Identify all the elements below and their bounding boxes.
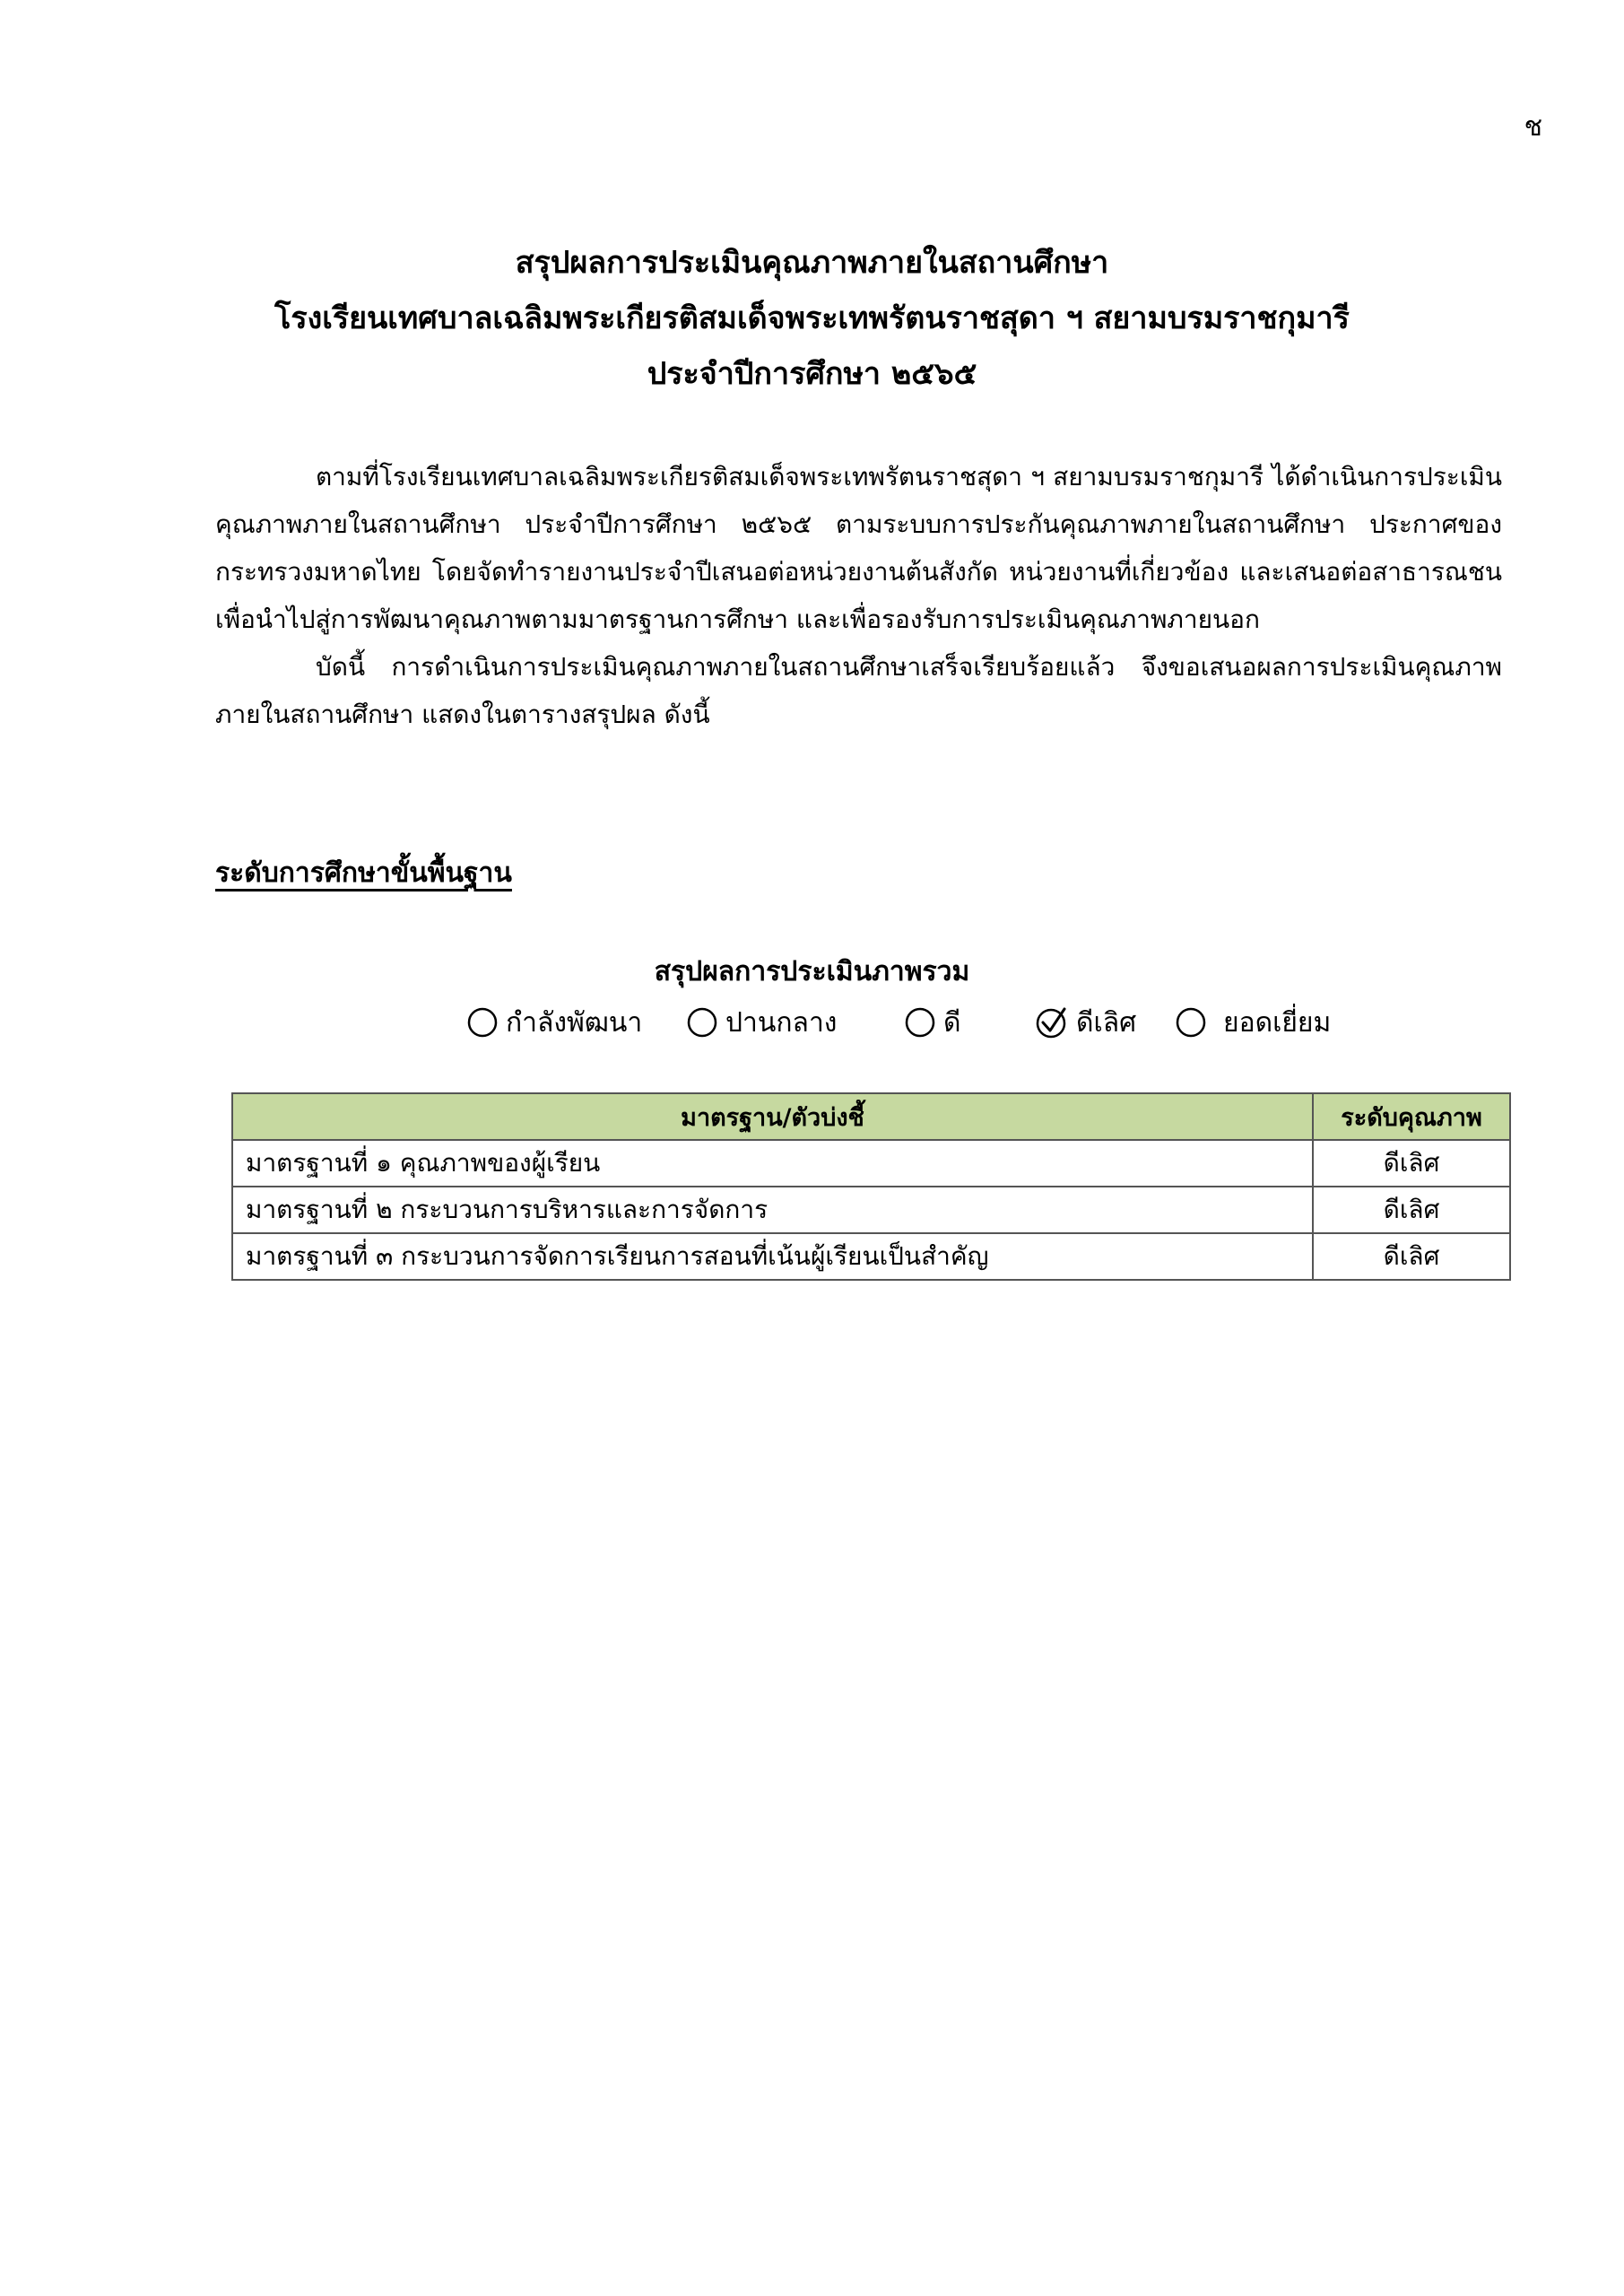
table-row	[232, 1233, 1510, 1280]
body-text	[215, 453, 1502, 738]
column-header-level: ระดับคุณภาพ	[1313, 1093, 1510, 1140]
standard-cell: มาตรฐานที่ ๓ กระบวนการจัดการเรียนการสอนที่เน้นผู้เรียนเป็นสำคัญ	[232, 1233, 1313, 1280]
rating-option-label: ยอดเยี่ยม	[1223, 1006, 1332, 1039]
column-header-standard: มาตรฐาน/ตัวบ่งชี้	[232, 1093, 1313, 1140]
rating-option-label: กำลังพัฒนา	[506, 1006, 643, 1039]
standards-table	[231, 1092, 1511, 1281]
level-cell: ดีเลิศ	[1313, 1187, 1510, 1233]
overall-heading: สรุปผลการประเมินภาพรวม	[654, 956, 970, 987]
rating-option-label: ดี	[943, 1006, 961, 1039]
table-row	[232, 1140, 1510, 1187]
title-line-3: ประจำปีการศึกษา ๒๕๖๕	[647, 356, 977, 392]
level-cell: ดีเลิศ	[1313, 1140, 1510, 1187]
unchecked-circle-icon	[904, 1006, 936, 1039]
page-number: ช	[1524, 111, 1542, 143]
rating-option-very-good	[1035, 1001, 1136, 1044]
standard-cell: มาตรฐานที่ ๒ กระบวนการบริหารและการจัดการ	[232, 1187, 1313, 1233]
checked-circle-icon	[1035, 1005, 1069, 1039]
title-block	[0, 235, 1624, 402]
level-cell: ดีเลิศ	[1313, 1233, 1510, 1280]
section-heading: ระดับการศึกษาขั้นพื้นฐาน	[215, 857, 512, 889]
unchecked-circle-icon	[1175, 1006, 1207, 1039]
rating-option-label: ปานกลาง	[725, 1006, 838, 1039]
table-header-row	[232, 1093, 1510, 1140]
table-row	[232, 1187, 1510, 1233]
title-line-2: โรงเรียนเทศบาลเฉลิมพระเกียรติสมเด็จพระเทพรัตนราชสุดา ฯ สยามบรมราชกุมารี	[274, 300, 1350, 336]
unchecked-circle-icon	[686, 1006, 718, 1039]
standard-cell: มาตรฐานที่ ๑ คุณภาพของผู้เรียน	[232, 1140, 1313, 1187]
rating-option-excellent	[1175, 1001, 1331, 1044]
title-line-1: สรุปผลการประเมินคุณภาพภายในสถานศึกษา	[515, 245, 1109, 281]
rating-option-fair	[686, 1001, 837, 1044]
rating-option-developing	[466, 1001, 642, 1044]
rating-option-label: ดีเลิศ	[1076, 1006, 1137, 1039]
rating-option-good	[904, 1001, 960, 1044]
paragraph-2: บัดนี้ การดำเนินการประเมินคุณภาพภายในสถานศึกษาเสร็จเรียบร้อยแล้ว จึงขอเสนอผลการประเมินคุณภาพภายในสถานศึกษา แสดงในตารางสรุปผล ดังนี้	[215, 652, 1502, 729]
unchecked-circle-icon	[466, 1006, 499, 1039]
paragraph-1: ตามที่โรงเรียนเทศบาลเฉลิมพระเกียรติสมเด็จพระเทพรัตนราชสุดา ฯ สยามบรมราชกุมารี ได้ดำเนินการประเมินคุณภาพภายในสถานศึกษา ประจำปีการศึกษา ๒๕๖๕ ตามระบบการประกันคุณภาพภายในสถานศึกษา ประกาศของกระทรวงมหาดไทย โดยจัดทำรายงานประจำปีเสนอต่อหน่วยงานต้นสังกัด หน่วยงานที่เกี่ยวข้อง และเสนอต่อสาธารณชน เพื่อนำไปสู่การพัฒนาคุณภาพตามมาตรฐานการศึกษา และเพื่อรองรับการประเมินคุณภาพภายนอก	[215, 462, 1502, 634]
